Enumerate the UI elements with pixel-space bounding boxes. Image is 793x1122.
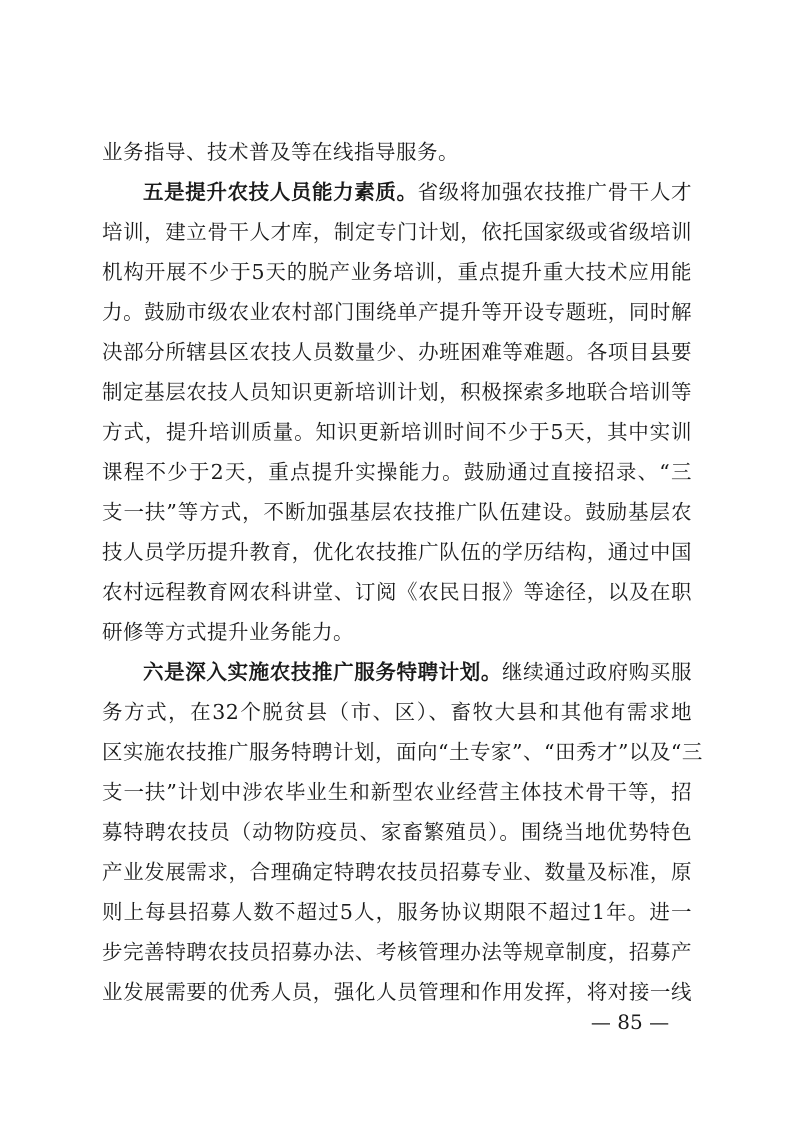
line-text: 支一扶”等方式，不断加强基层农技推广队伍建设。鼓励基层农 [102, 500, 692, 524]
line-text: 机构开展不少于5天的脱产业务培训，重点提升重大技术应用能 [102, 260, 692, 284]
line-text: 农村远程教育网农科讲堂、订阅《农民日报》等途径，以及在职 [102, 580, 692, 604]
text-line [102, 498, 692, 526]
text-line [102, 978, 692, 1006]
line-text: 则上每县招募人数不超过5人，服务协议期限不超过1年。进一 [102, 900, 692, 924]
section-heading: 六是深入实施农技推广服务特聘计划。 [143, 660, 503, 684]
text-line [102, 138, 692, 166]
line-text: 课程不少于2天，重点提升实操能力。鼓励通过直接招录、“三 [102, 460, 692, 484]
text-line [102, 458, 692, 486]
line-text: 继续通过政府购买服 [502, 660, 693, 684]
line-text: 决部分所辖县区农技人员数量少、办班困难等难题。各项目县要 [102, 340, 692, 364]
line-text: 力。鼓励市级农业农村部门围绕单产提升等开设专题班，同时解 [102, 300, 692, 324]
text-line [102, 698, 692, 726]
line-text: 制定基层农技人员知识更新培训计划，积极探索多地联合培训等 [102, 380, 692, 404]
text-line [102, 258, 692, 286]
text-line [102, 538, 692, 566]
text-line [102, 578, 692, 606]
page-number: — 85 — [590, 1010, 670, 1034]
line-text: 研修等方式提升业务能力。 [102, 620, 354, 644]
section-heading: 五是提升农技人员能力素质。 [143, 180, 418, 204]
line-text: 支一扶”计划中涉农毕业生和新型农业经营主体技术骨干等，招 [102, 780, 692, 804]
line-text: 技人员学历提升教育，优化农技推广队伍的学历结构，通过中国 [102, 540, 692, 564]
line-text: 募特聘农技员（动物防疫员、家畜繁殖员）。围绕当地优势特色 [102, 820, 692, 844]
text-line [102, 218, 692, 246]
line-text: 业务指导、技术普及等在线指导服务。 [102, 140, 459, 164]
text-line [102, 818, 692, 846]
line-text: 区实施农技推广服务特聘计划，面向“土专家”、“田秀才”以及“三 [102, 740, 703, 764]
line-text: 务方式，在32个脱贫县（市、区）、畜牧大县和其他有需求地 [102, 700, 692, 724]
text-line [102, 338, 692, 366]
line-text: 步完善特聘农技员招募办法、考核管理办法等规章制度，招募产 [102, 940, 692, 964]
text-line [102, 738, 703, 766]
line-text: 省级将加强农技推广骨干人才 [417, 180, 693, 204]
line-text: 业发展需要的优秀人员，强化人员管理和作用发挥，将对接一线 [102, 980, 692, 1004]
line-text: 产业发展需求，合理确定特聘农技员招募专业、数量及标准，原 [102, 860, 692, 884]
text-line [102, 898, 692, 926]
text-line [102, 378, 692, 406]
section-heading-line [143, 178, 692, 206]
text-line [102, 938, 692, 966]
line-text: 培训，建立骨干人才库，制定专门计划，依托国家级或省级培训 [102, 220, 692, 244]
text-line [102, 418, 692, 446]
line-text: 方式，提升培训质量。知识更新培训时间不少于5天，其中实训 [102, 420, 692, 444]
text-line [102, 298, 692, 326]
text-line [102, 858, 692, 886]
text-line [102, 778, 692, 806]
section-heading-line [143, 658, 692, 686]
text-line [102, 618, 692, 646]
